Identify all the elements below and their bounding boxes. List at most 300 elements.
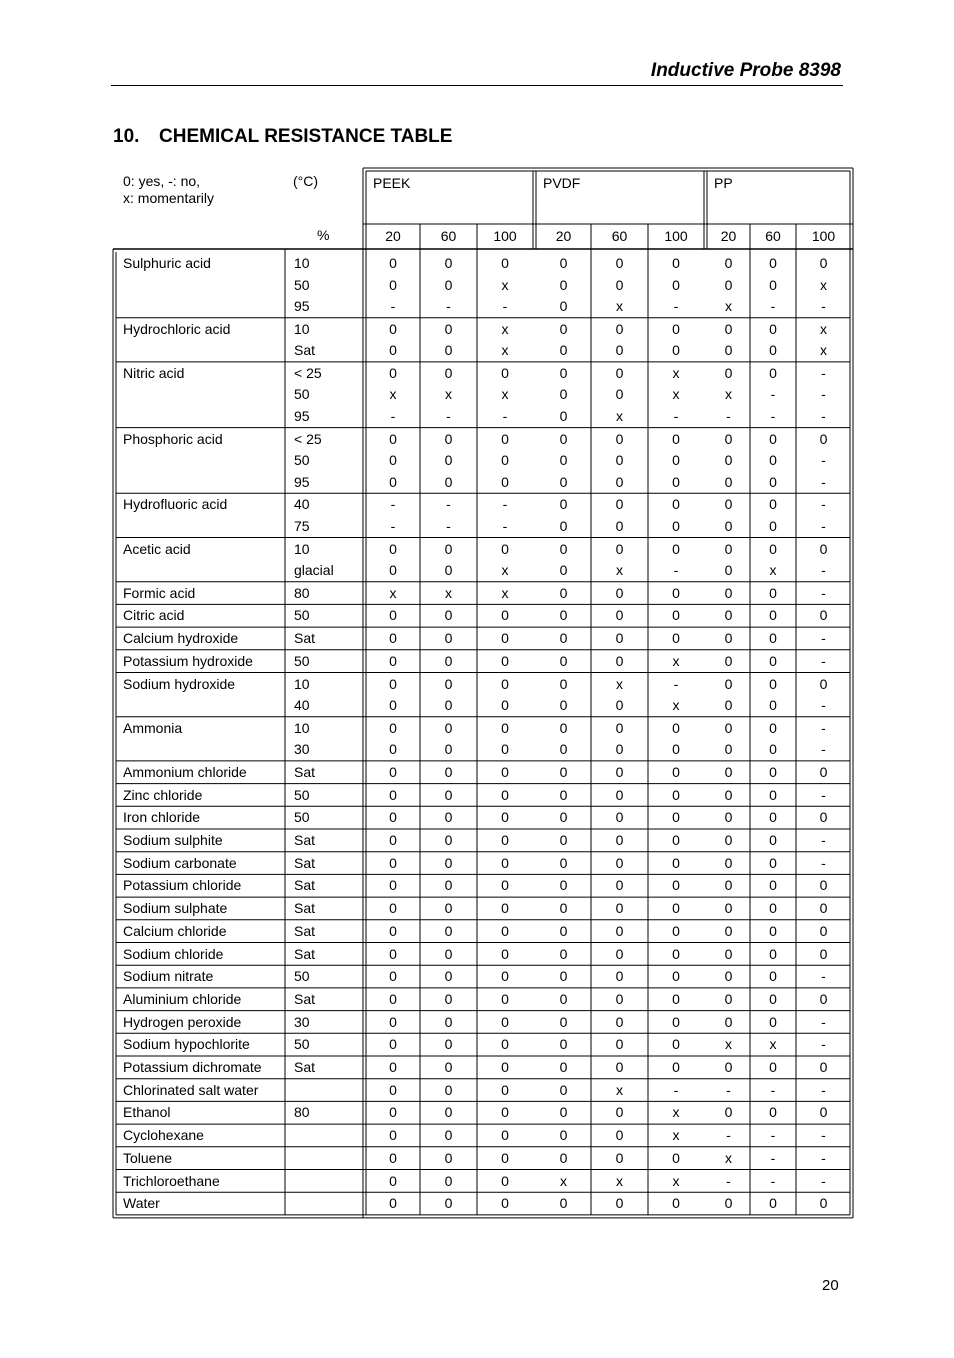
resistance-value: 0: [672, 473, 680, 490]
concentration-value: 50: [294, 809, 310, 826]
resistance-value: 0: [819, 922, 828, 939]
resistance-value: 0: [769, 1013, 777, 1030]
resistance-value: 0: [672, 809, 680, 826]
concentration-value: 50: [294, 1036, 310, 1053]
resistance-value: 0: [615, 763, 624, 780]
resistance-value: 0: [672, 922, 680, 939]
resistance-value: 0: [615, 607, 624, 624]
resistance-value: 0: [444, 1059, 453, 1075]
concentration-value: 80: [294, 584, 310, 601]
section-number: 10.: [113, 126, 140, 147]
chemical-name: Acetic acid: [123, 540, 191, 557]
resistance-value: 0: [501, 255, 509, 271]
resistance-value: 0: [724, 900, 733, 917]
resistance-value: x: [616, 1081, 623, 1098]
resistance-value: 0: [389, 1127, 397, 1144]
resistance-value: -: [770, 407, 776, 424]
concentration-value: Sat: [294, 854, 316, 871]
resistance-value: 0: [769, 786, 777, 803]
resistance-value: x: [672, 1127, 680, 1144]
resistance-value: 0: [819, 990, 828, 1007]
resistance-value: 0: [389, 945, 397, 962]
resistance-value: 0: [672, 786, 680, 803]
chemical-name: Potassium dichromate: [123, 1059, 262, 1075]
resistance-value: 0: [769, 854, 777, 871]
resistance-value: 0: [559, 1013, 568, 1030]
resistance-value: 0: [724, 1013, 733, 1030]
resistance-value: 0: [444, 540, 453, 557]
resistance-value: x: [616, 675, 623, 692]
resistance-value: 0: [559, 1195, 568, 1212]
resistance-value: x: [672, 386, 680, 403]
resistance-value: -: [821, 832, 826, 848]
resistance-value: 0: [501, 1195, 509, 1212]
resistance-value: x: [445, 386, 452, 403]
resistance-value: x: [672, 364, 680, 381]
resistance-value: 0: [615, 990, 624, 1007]
resistance-value: 0: [444, 630, 453, 647]
resistance-value: 0: [615, 1149, 624, 1166]
resistance-value: x: [672, 1172, 680, 1189]
resistance-value: x: [769, 1036, 777, 1053]
resistance-value: 0: [444, 900, 453, 917]
resistance-value: 0: [559, 496, 568, 513]
resistance-value: 0: [444, 1104, 453, 1121]
resistance-value: -: [770, 1149, 776, 1166]
resistance-value: 0: [559, 832, 568, 848]
chemical-name: Hydrofluoric acid: [123, 496, 228, 513]
chemical-name: Water: [123, 1195, 160, 1212]
chemical-name: Ethanol: [123, 1104, 171, 1121]
resistance-value: x: [560, 1172, 567, 1189]
resistance-value: 0: [819, 675, 828, 692]
resistance-value: x: [616, 407, 623, 424]
resistance-value: 0: [389, 364, 397, 381]
resistance-value: 0: [389, 1172, 397, 1189]
resistance-value: 0: [501, 877, 509, 894]
resistance-value: -: [770, 1081, 776, 1098]
resistance-value: 0: [819, 255, 828, 271]
resistance-value: 0: [501, 473, 509, 490]
resistance-value: 0: [444, 1013, 453, 1030]
chemical-name: Trichloroethane: [123, 1172, 220, 1189]
resistance-value: 0: [501, 990, 509, 1007]
resistance-value: 0: [724, 652, 733, 669]
resistance-value: x: [501, 342, 509, 359]
resistance-value: 0: [389, 854, 397, 871]
resistance-value: 0: [615, 540, 624, 557]
resistance-value: 0: [615, 473, 624, 490]
resistance-value: 0: [501, 809, 509, 826]
resistance-value: -: [821, 1172, 826, 1189]
concentration-value: 75: [294, 517, 310, 534]
resistance-value: 0: [389, 1036, 397, 1053]
resistance-value: 0: [615, 719, 624, 736]
resistance-value: 0: [501, 1104, 509, 1121]
resistance-value: -: [770, 1172, 776, 1189]
resistance-value: 0: [672, 430, 680, 447]
resistance-value: 0: [389, 809, 397, 826]
chemical-name: Calcium hydroxide: [123, 630, 239, 647]
concentration-value: 30: [294, 1013, 310, 1030]
resistance-value: 0: [389, 990, 397, 1007]
resistance-value: 0: [444, 854, 453, 871]
resistance-value: 0: [501, 452, 509, 469]
resistance-value: 0: [501, 832, 509, 848]
resistance-value: 0: [615, 922, 624, 939]
resistance-value: x: [672, 1104, 680, 1121]
resistance-value: 0: [389, 255, 397, 271]
resistance-value: 0: [769, 719, 777, 736]
resistance-value: 0: [559, 386, 568, 403]
resistance-value: 0: [444, 473, 453, 490]
resistance-value: 0: [615, 496, 624, 513]
resistance-value: 0: [559, 517, 568, 534]
resistance-value: 0: [615, 1036, 624, 1053]
resistance-value: 0: [444, 719, 453, 736]
resistance-value: 0: [389, 763, 397, 780]
resistance-value: 0: [389, 1059, 397, 1075]
chemical-name: Chlorinated salt water: [123, 1081, 259, 1098]
resistance-value: 0: [819, 1195, 828, 1212]
resistance-value: -: [821, 786, 826, 803]
resistance-value: 0: [769, 697, 777, 713]
document-header-title: Inductive Probe 8398: [650, 60, 841, 81]
concentration-value: Sat: [294, 342, 316, 359]
resistance-value: 0: [559, 990, 568, 1007]
resistance-value: 0: [819, 540, 828, 557]
resistance-value: 0: [501, 652, 509, 669]
resistance-value: 0: [389, 1149, 397, 1166]
chemical-name: Sulphuric acid: [123, 255, 211, 271]
resistance-value: 0: [769, 763, 777, 780]
resistance-value: 0: [501, 900, 509, 917]
resistance-value: -: [673, 407, 679, 424]
concentration-value: 95: [294, 407, 310, 424]
resistance-value: 0: [389, 922, 397, 939]
concentration-value: 10: [294, 675, 310, 692]
resistance-value: 0: [389, 540, 397, 557]
temperature-header: 100: [664, 228, 688, 244]
resistance-value: x: [769, 562, 777, 578]
concentration-value: 10: [294, 320, 310, 337]
resistance-value: 0: [615, 877, 624, 894]
resistance-value: 0: [672, 1013, 680, 1030]
resistance-value: 0: [769, 540, 777, 557]
resistance-value: x: [389, 386, 397, 403]
chemical-name: Hydrochloric acid: [123, 320, 231, 337]
resistance-value: 0: [819, 1059, 828, 1075]
resistance-value: 0: [724, 276, 733, 293]
resistance-value: -: [390, 407, 396, 424]
resistance-value: -: [390, 517, 396, 534]
resistance-value: 0: [389, 900, 397, 917]
legend-line-1: 0: yes, -: no,: [123, 173, 201, 189]
resistance-value: 0: [724, 697, 733, 713]
resistance-value: -: [673, 298, 679, 314]
resistance-value: -: [446, 407, 451, 424]
resistance-value: -: [446, 496, 451, 513]
resistance-value: 0: [615, 342, 624, 359]
resistance-value: x: [820, 320, 827, 337]
resistance-value: 0: [724, 719, 733, 736]
concentration-value: 80: [294, 1104, 310, 1121]
resistance-value: 0: [769, 430, 777, 447]
concentration-value: 10: [294, 255, 310, 271]
resistance-value: 0: [769, 832, 777, 848]
resistance-value: 0: [444, 342, 453, 359]
concentration-value: Sat: [294, 922, 316, 939]
resistance-value: 0: [559, 1127, 568, 1144]
resistance-value: 0: [559, 1081, 568, 1098]
resistance-value: 0: [559, 1149, 568, 1166]
resistance-value: 0: [559, 968, 568, 985]
resistance-value: 0: [724, 452, 733, 469]
resistance-value: -: [821, 1149, 826, 1166]
resistance-value: 0: [769, 945, 777, 962]
concentration-value: 50: [294, 786, 310, 803]
resistance-value: 0: [501, 1081, 509, 1098]
resistance-value: -: [821, 719, 826, 736]
resistance-value: 0: [559, 364, 568, 381]
resistance-value: 0: [724, 763, 733, 780]
chemical-name: Sodium sulphate: [123, 900, 228, 917]
resistance-value: x: [616, 562, 623, 578]
resistance-value: 0: [559, 877, 568, 894]
resistance-value: 0: [672, 276, 680, 293]
resistance-value: 0: [819, 900, 828, 917]
resistance-value: 0: [559, 854, 568, 871]
chemical-name: Zinc chloride: [123, 786, 203, 803]
resistance-value: x: [616, 1172, 623, 1189]
resistance-value: 0: [444, 652, 453, 669]
resistance-value: -: [390, 496, 396, 513]
resistance-value: 0: [501, 945, 509, 962]
resistance-value: 0: [724, 496, 733, 513]
concentration-value: 50: [294, 968, 310, 985]
resistance-value: 0: [819, 607, 828, 624]
concentration-value: 40: [294, 496, 310, 513]
resistance-value: 0: [389, 786, 397, 803]
resistance-value: 0: [724, 741, 733, 758]
resistance-value: 0: [501, 607, 509, 624]
concentration-value: 50: [294, 452, 310, 469]
resistance-value: 0: [389, 832, 397, 848]
resistance-value: x: [616, 298, 623, 314]
resistance-value: 0: [559, 276, 568, 293]
resistance-value: 0: [615, 741, 624, 758]
resistance-value: -: [821, 584, 826, 601]
concentration-value: 10: [294, 719, 310, 736]
resistance-value: 0: [769, 809, 777, 826]
resistance-value: x: [445, 584, 452, 601]
resistance-value: -: [770, 298, 776, 314]
resistance-value: 0: [615, 1195, 624, 1212]
resistance-value: 0: [559, 719, 568, 736]
resistance-value: x: [725, 298, 732, 314]
resistance-value: 0: [672, 719, 680, 736]
resistance-value: 0: [501, 741, 509, 758]
resistance-value: 0: [672, 763, 680, 780]
resistance-value: -: [821, 298, 826, 314]
resistance-value: 0: [444, 452, 453, 469]
chemical-name: Citric acid: [123, 607, 185, 624]
resistance-value: 0: [444, 741, 453, 758]
concentration-value: glacial: [294, 562, 334, 578]
concentration-value: 50: [294, 652, 310, 669]
concentration-unit-label: %: [317, 227, 330, 243]
resistance-value: -: [821, 1081, 826, 1098]
resistance-value: 0: [559, 900, 568, 917]
resistance-value: 0: [615, 945, 624, 962]
temperature-header: 60: [440, 228, 457, 244]
resistance-value: 0: [672, 607, 680, 624]
chemical-name: Formic acid: [123, 584, 196, 601]
resistance-value: 0: [559, 320, 568, 337]
temperature-header: 100: [493, 228, 517, 244]
resistance-value: -: [821, 386, 826, 403]
resistance-value: -: [821, 517, 826, 534]
resistance-value: 0: [559, 945, 568, 962]
resistance-value: -: [673, 562, 679, 578]
resistance-value: 0: [444, 364, 453, 381]
concentration-value: 95: [294, 473, 310, 490]
resistance-value: -: [821, 741, 826, 758]
resistance-value: x: [501, 562, 509, 578]
resistance-value: 0: [444, 430, 453, 447]
resistance-value: -: [446, 517, 451, 534]
resistance-value: 0: [444, 1081, 453, 1098]
resistance-value: 0: [501, 968, 509, 985]
resistance-value: 0: [389, 697, 397, 713]
resistance-value: 0: [559, 652, 568, 669]
concentration-value: Sat: [294, 763, 316, 780]
resistance-value: 0: [769, 900, 777, 917]
resistance-value: -: [821, 473, 826, 490]
resistance-value: 0: [769, 473, 777, 490]
temperature-unit-label: (°C): [293, 173, 319, 189]
concentration-value: Sat: [294, 630, 316, 647]
resistance-value: -: [821, 452, 826, 469]
resistance-value: 0: [559, 452, 568, 469]
concentration-value: 50: [294, 607, 310, 624]
resistance-value: 0: [615, 517, 624, 534]
resistance-value: 0: [615, 1104, 624, 1121]
resistance-value: 0: [724, 473, 733, 490]
resistance-value: 0: [769, 584, 777, 601]
resistance-value: 0: [559, 540, 568, 557]
resistance-value: 0: [501, 1059, 509, 1075]
resistance-value: 0: [501, 1013, 509, 1030]
resistance-value: 0: [501, 1172, 509, 1189]
resistance-value: 0: [615, 1059, 624, 1075]
resistance-value: 0: [389, 562, 397, 578]
resistance-value: 0: [724, 809, 733, 826]
resistance-value: 0: [769, 452, 777, 469]
resistance-value: 0: [444, 809, 453, 826]
resistance-value: x: [725, 1149, 732, 1166]
resistance-value: 0: [444, 255, 453, 271]
resistance-value: 0: [819, 809, 828, 826]
resistance-value: 0: [615, 1013, 624, 1030]
resistance-value: 0: [559, 342, 568, 359]
resistance-value: -: [821, 407, 826, 424]
resistance-value: 0: [444, 945, 453, 962]
concentration-value: Sat: [294, 990, 316, 1007]
resistance-value: 0: [769, 741, 777, 758]
concentration-value: < 25: [294, 364, 322, 381]
resistance-value: -: [821, 630, 826, 647]
resistance-value: 0: [769, 675, 777, 692]
resistance-value: 0: [615, 832, 624, 848]
resistance-value: x: [672, 652, 680, 669]
page-number: 20: [822, 1277, 839, 1294]
resistance-value: 0: [501, 786, 509, 803]
concentration-value: Sat: [294, 945, 316, 962]
resistance-value: -: [502, 298, 508, 314]
resistance-value: 0: [672, 630, 680, 647]
resistance-value: 0: [615, 786, 624, 803]
resistance-value: 0: [724, 630, 733, 647]
concentration-value: Sat: [294, 900, 316, 917]
resistance-value: 0: [769, 496, 777, 513]
resistance-value: 0: [769, 1059, 777, 1075]
resistance-value: 0: [724, 430, 733, 447]
resistance-value: 0: [559, 809, 568, 826]
resistance-value: 0: [389, 607, 397, 624]
concentration-value: 40: [294, 697, 310, 713]
resistance-value: 0: [769, 517, 777, 534]
chemical-name: Sodium sulphite: [123, 832, 223, 848]
resistance-value: x: [672, 697, 680, 713]
resistance-value: 0: [769, 990, 777, 1007]
temperature-header: 20: [720, 228, 737, 244]
resistance-value: 0: [559, 786, 568, 803]
resistance-value: 0: [444, 562, 453, 578]
resistance-value: 0: [389, 1195, 397, 1212]
resistance-value: -: [821, 697, 826, 713]
resistance-value: 0: [501, 630, 509, 647]
resistance-value: 0: [559, 1059, 568, 1075]
resistance-value: 0: [615, 900, 624, 917]
chemical-name: Toluene: [123, 1149, 173, 1166]
resistance-value: x: [501, 386, 509, 403]
resistance-value: 0: [444, 877, 453, 894]
resistance-value: 0: [444, 922, 453, 939]
resistance-value: 0: [559, 473, 568, 490]
resistance-value: -: [821, 364, 826, 381]
resistance-value: -: [821, 1036, 826, 1053]
temperature-header: 60: [765, 228, 781, 244]
resistance-value: 0: [672, 1149, 680, 1166]
resistance-value: 0: [501, 675, 509, 692]
material-header-peek: PEEK: [373, 175, 411, 191]
chemical-name: Sodium chloride: [123, 945, 224, 962]
resistance-value: 0: [444, 1036, 453, 1053]
resistance-value: 0: [559, 630, 568, 647]
chemical-name: Potassium chloride: [123, 877, 242, 894]
resistance-value: 0: [672, 1036, 680, 1053]
concentration-value: Sat: [294, 877, 316, 894]
resistance-value: 0: [444, 832, 453, 848]
resistance-value: 0: [724, 990, 733, 1007]
resistance-value: 0: [672, 540, 680, 557]
resistance-value: 0: [672, 832, 680, 848]
chemical-name: Nitric acid: [123, 364, 185, 381]
chemical-name: Sodium hypochlorite: [123, 1036, 250, 1053]
resistance-value: 0: [819, 430, 828, 447]
concentration-value: < 25: [294, 430, 322, 447]
